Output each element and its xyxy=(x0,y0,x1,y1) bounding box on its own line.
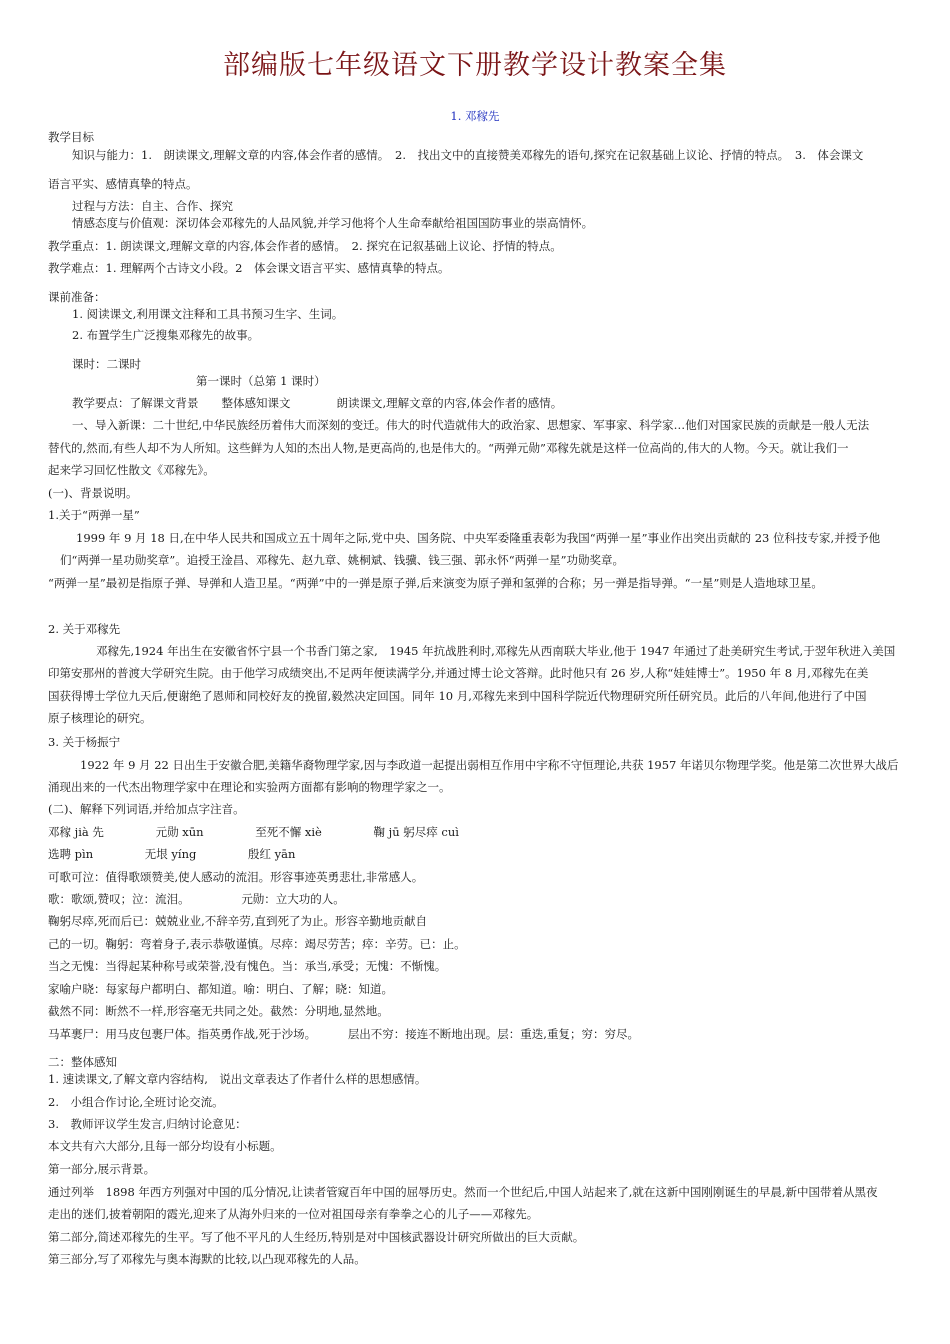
vocab-item: 无垠 yíng xyxy=(144,847,197,861)
definition-line: 当之无愧：当得起某种称号或荣誉,没有愧色。当：承当,承受；无愧：不惭愧。 xyxy=(48,959,447,973)
paragraph-line: 1. 速读课文,了解文章内容结构, 说出文章表达了作者什么样的思想感情。 xyxy=(48,1072,427,1086)
paragraph-line: 涌现出来的一代杰出物理学家中在理论和实验两方面都有影响的物理学家之一。 xyxy=(48,780,451,794)
vocab-item: 殷红 yān xyxy=(248,847,296,861)
section-heading: (二)、解释下列词语,并给加点字注音。 xyxy=(48,802,245,816)
paragraph-line: 邓稼先,1924 年出生在安徽省怀宁县一个书香门第之家, 1945 年抗战胜利时,邓稼先从西南联大毕业,他于 1947 年通过了赴美研究生考试,于翌年秋进入美国 xyxy=(96,644,896,658)
vocab-item: 元勋 xūn xyxy=(155,825,204,839)
definition-item: 元勋：立大功的人。 xyxy=(241,892,345,906)
paragraph-line: 第二部分,简述邓稼先的生平。写了他不平凡的人生经历,特别是对中国核武器设计研究所做出的巨大贡献。 xyxy=(48,1230,585,1244)
paragraph-line: 原子核理论的研究。 xyxy=(48,711,152,725)
vocab-item: 鞠 jū 躬尽瘁 cuì xyxy=(373,825,459,839)
definition-line: 可歌可泣：值得歌颂赞美,使人感动的流泪。形容事迹英勇悲壮,非常感人。 xyxy=(48,870,424,884)
subheading: 第一课时（总第 1 课时） xyxy=(196,374,326,388)
vocab-item: 邓稼 jià 先 xyxy=(48,825,104,839)
paragraph-line: 走出的迷们,披着朝阳的霞光,迎来了从海外归来的一位对祖国母亲有拳拳之心的儿子——邓稼先。 xyxy=(48,1207,539,1221)
paragraph-line: 教学重点：1. 朗读课文,理解文章的内容,体会作者的感情。 2. 探究在记叙基础上议论、抒情的特点。 xyxy=(48,239,562,253)
paragraph-line: 们“两弹一星功勋奖章”。追授王淦昌、邓稼先、赵九章、姚桐斌、钱骥、钱三强、郭永怀“两弹一星”功勋奖章。 xyxy=(60,553,625,567)
paragraph-line: 知识与能力：1. 朗读课文,理解文章的内容,体会作者的感情。 2. 找出文中的直接赞美邓稼先的语句,探究在记叙基础上议论、抒情的特点。 3. 体会课文 xyxy=(72,148,864,162)
section-heading: 教学目标 xyxy=(48,130,94,144)
section-heading: (一)、背景说明。 xyxy=(48,486,138,500)
paragraph-line: 教学难点：1. 理解两个古诗文小段。2 体会课文语言平实、感情真挚的特点。 xyxy=(48,261,450,275)
vocab-row xyxy=(48,845,908,863)
section-heading: 二：整体感知 xyxy=(48,1055,117,1069)
subheading: 1.关于“两弹一星” xyxy=(48,508,140,522)
paragraph-line: 1922 年 9 月 22 日出生于安徽合肥,美籍华裔物理学家,因与李政道一起提出弱相互作用中宇称不守恒理论,共获 1957 年诺贝尔物理学奖。他是第二次世界大战后 xyxy=(80,758,899,772)
subheading: 3. 关于杨振宁 xyxy=(48,735,121,749)
paragraph-line: 第三部分,写了邓稼先与奥本海默的比较,以凸现邓稼先的人品。 xyxy=(48,1252,366,1266)
paragraph-line: 替代的,然而,有些人却不为人所知。这些鲜为人知的杰出人物,是更高尚的,也是伟大的。“两弹元勋”邓稼先就是这样一位高尚的,伟大的人物。今天。就让我们一 xyxy=(48,441,849,455)
vocab-item: 选聘 pìn xyxy=(48,847,94,861)
paragraph-line: 2. 小组合作讨论,全班讨论交流。 xyxy=(48,1095,224,1109)
paragraph-line: 情感态度与价值观：深切体会邓稼先的人品风貌,并学习他将个人生命奉献给祖国国防事业的崇高情怀。 xyxy=(72,216,594,230)
paragraph-line: 课时：二课时 xyxy=(72,357,141,371)
vocab-item: 至死不懈 xiè xyxy=(255,825,322,839)
paragraph-line: 3. 教师评议学生发言,归纳讨论意见： xyxy=(48,1117,247,1131)
paragraph-line: 通过列举 1898 年西方列强对中国的瓜分情况,让读者管窥百年中国的屈辱历史。然而一个世纪后,中国人站起来了,就在这新中国刚刚诞生的早晨,新中国带着从黑夜 xyxy=(48,1185,878,1199)
definition-item: 层出不穷：接连不断地出现。层：重迭,重复；穷：穷尽。 xyxy=(347,1027,639,1041)
paragraph-line: 2. 布置学生广泛搜集邓稼先的故事。 xyxy=(72,328,260,342)
section-heading: 课前准备： xyxy=(48,290,106,304)
definition-line xyxy=(48,890,908,908)
definition-line: 家喻户晓：每家每户都明白、都知道。喻：明白、了解；晓：知道。 xyxy=(48,982,393,996)
definition-item: 马革裹尸：用马皮包裹尸体。指英勇作战,死于沙场。 xyxy=(48,1027,317,1041)
document-title: 部编版七年级语文下册教学设计教案全集 xyxy=(223,50,727,81)
definition-item: 歌：歌颂,赞叹；泣：流泪。 xyxy=(48,892,190,906)
paragraph-line: 本文共有六大部分,且每一部分均设有小标题。 xyxy=(48,1139,282,1153)
paragraph-line: “两弹一星”最初是指原子弹、导弹和人造卫星。“两弹”中的一弹是原子弹,后来演变为原子弹和氢弹的合称；另一弹是指导弹。“一星”则是人造地球卫星。 xyxy=(48,576,823,590)
paragraph-line: 1. 阅读课文,利用课文注释和工具书预习生字、生词。 xyxy=(72,307,344,321)
paragraph-line: 印第安那州的普渡大学研究生院。由于他学习成绩突出,不足两年便读满学分,并通过博士论文答辩。此时他只有 26 岁,人称“娃娃博士”。1950 年 8 月,邓稼先在美 xyxy=(48,666,869,680)
paragraph-line: 第一部分,展示背景。 xyxy=(48,1162,156,1176)
paragraph-line: 国获得博士学位九天后,便谢绝了恩师和同校好友的挽留,毅然决定回国。同年 10 月,邓稼先来到中国科学院近代物理研究所任研究员。此后的八年间,他进行了中国 xyxy=(48,689,867,703)
paragraph-line: 教学要点：了解课文背景 整体感知课文 朗读课文,理解文章的内容,体会作者的感情。 xyxy=(72,396,563,410)
paragraph-line: 1999 年 9 月 18 日,在中华人民共和国成立五十周年之际,党中央、国务院、中央军委隆重表彰为我国“两弹一星”事业作出突出贡献的 23 位科技专家,并授予他 xyxy=(76,531,881,545)
paragraph-line: 起来学习回忆性散文《邓稼先》。 xyxy=(48,463,215,477)
vocab-row xyxy=(48,823,908,841)
paragraph-line: 语言平实、感情真挚的特点。 xyxy=(48,177,198,191)
definition-line: 己的一切。鞠躬：弯着身子,表示恭敬谨慎。尽瘁：竭尽劳苦；瘁：辛劳。已：止。 xyxy=(48,937,466,951)
paragraph-line: 一、导入新课：二十世纪,中华民族经历着伟大而深刻的变迁。伟大的时代造就伟大的政治家、思想家、军事家、科学家…他们对国家民族的贡献是一般人无法 xyxy=(72,418,870,432)
definition-line: 鞠躬尽瘁,死而后已：兢兢业业,不辞辛劳,直到死了为止。形容辛勤地贡献自 xyxy=(48,914,427,928)
definition-line: 截然不同：断然不一样,形容毫无共同之处。截然：分明地,显然地。 xyxy=(48,1004,389,1018)
definition-line xyxy=(48,1025,908,1043)
paragraph-line: 过程与方法：自主、合作、探究 xyxy=(72,199,233,213)
lesson-title: 1. 邓稼先 xyxy=(450,109,500,123)
subheading: 2. 关于邓稼先 xyxy=(48,622,121,636)
